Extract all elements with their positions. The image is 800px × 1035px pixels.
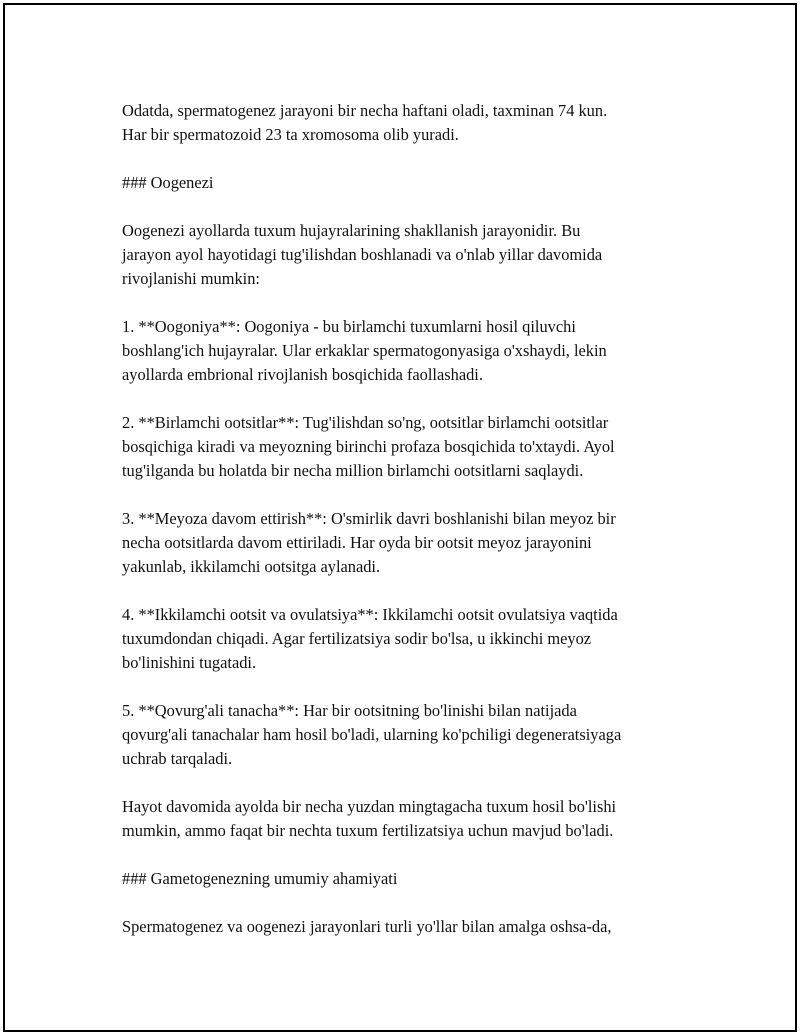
paragraph-lifetime-eggs: Hayot davomida ayolda bir necha yuzdan mingtagacha tuxum hosil bo'lishi mumkin, ammo faqat bir nechta tuxum fertilizatsiya uchun mavjud bo'ladi. xyxy=(122,797,617,840)
heading-oogenezi: ### Oogenezi xyxy=(122,173,214,192)
paragraph-oogenezi-intro: Oogenezi ayollarda tuxum hujayralarining shakllanish jarayonidir. Bu jarayon ayol hayotidagi tug'ilishdan boshlanadi va o'nlab yillar davomida rivojlanishi mumkin: xyxy=(122,221,603,288)
list-item-ikkilamchi-ootsit: 4. **Ikkilamchi ootsit va ovulatsiya**: Ikkilamchi ootsit ovulatsiya vaqtida tuxumdondan chiqadi. Agar fertilizatsiya sodir bo'lsa, u ikkinchi meyoz bo'linishini tugatadi. xyxy=(122,605,618,672)
list-item-birlamchi-ootsitlar: 2. **Birlamchi ootsitlar**: Tug'ilishdan so'ng, ootsitlar birlamchi ootsitlar bosqichiga kiradi va meyozning birinchi profaza bosqichida to'xtaydi. Ayol tug'ilganda bu holatda bir necha million birlamchi ootsitlarni saqlaydi. xyxy=(122,413,615,480)
list-item-meyoza-davom: 3. **Meyoza davom ettirish**: O'smirlik davri boshlanishi bilan meyoz bir necha ootsitlarda davom ettiriladi. Har oyda bir ootsit meyoz jarayonini yakunlab, ikkilamchi ootsitga aylanadi. xyxy=(122,509,616,576)
heading-gametogenez: ### Gametogenezning umumiy ahamiyati xyxy=(122,869,398,888)
paragraph-spermatogenesis-duration: Odatda, spermatogenez jarayoni bir necha haftani oladi, taxminan 74 kun. Har bir spermatozoid 23 ta xromosoma olib yuradi. xyxy=(122,101,608,144)
list-item-oogoniya: 1. **Oogoniya**: Oogoniya - bu birlamchi tuxumlarni hosil qiluvchi boshlang'ich hujayralar. Ular erkaklar spermatogonyasiga o'xshaydi, lekin ayollarda embrional rivojlanish bosqichida faollashadi. xyxy=(122,317,607,384)
list-item-qovurgali-tanacha: 5. **Qovurg'ali tanacha**: Har bir ootsitning bo'linishi bilan natijada qovurg'ali tanachalar ham hosil bo'ladi, ularning ko'pchiligi degeneratsiyaga uchrab tarqaladi. xyxy=(122,701,622,768)
page-frame xyxy=(3,3,797,1032)
document-body xyxy=(122,99,697,963)
paragraph-gametogenez-intro: Spermatogenez va oogenezi jarayonlari turli yo'llar bilan amalga oshsa-da, xyxy=(122,917,612,936)
